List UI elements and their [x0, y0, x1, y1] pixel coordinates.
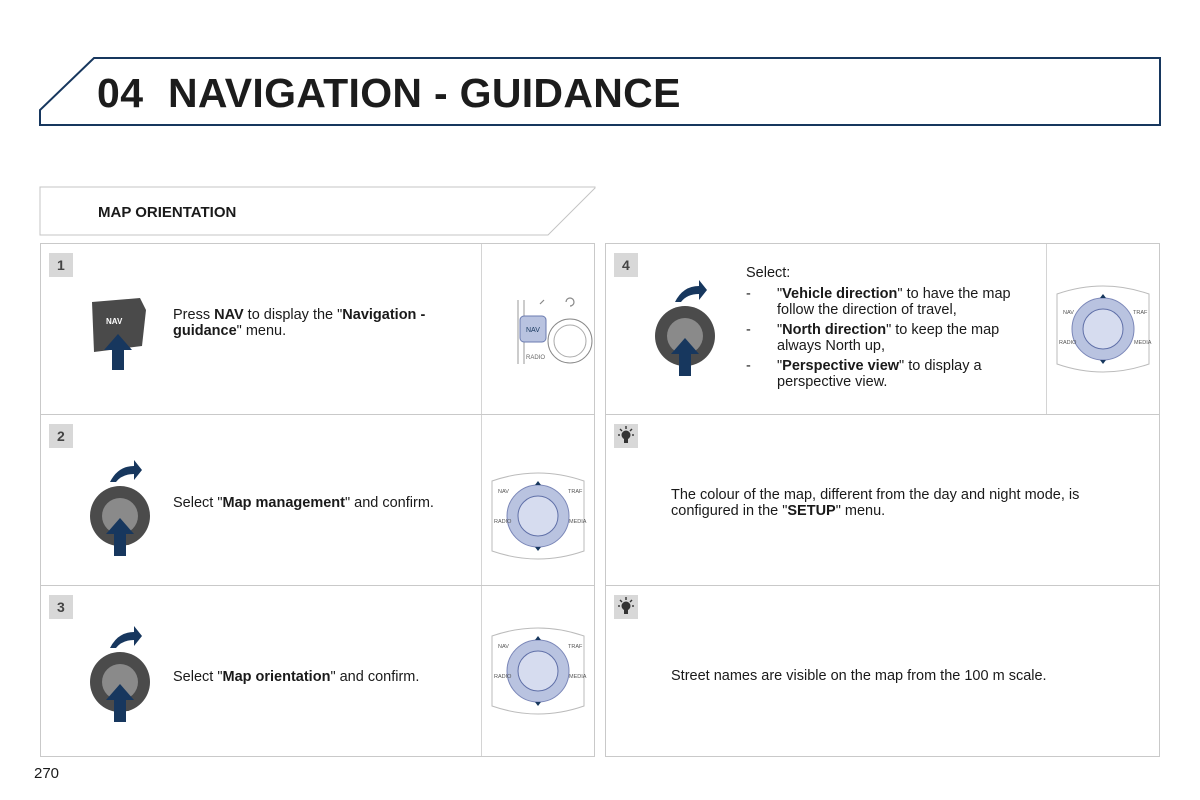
svg-text:2: 2	[57, 428, 65, 444]
knob-press-icon	[84, 626, 160, 724]
section-heading-frame	[0, 180, 600, 240]
svg-text:TRAF: TRAF	[568, 644, 583, 650]
svg-text:3: 3	[57, 599, 65, 615]
step-3-illustration	[481, 586, 595, 756]
option-perspective-view: - "Perspective view" to display a perspective view.	[746, 358, 982, 390]
step-4-badge	[611, 250, 641, 280]
step-3-text: Select "Map orientation" and confirm.	[173, 669, 420, 685]
dial-controller-icon	[1047, 244, 1161, 414]
radio-key-label: RADIO	[526, 355, 546, 361]
svg-text:RADIO: RADIO	[1059, 340, 1077, 346]
tip-1-text: The colour of the map, different from the day and night mode, is configured in the "SETUP" menu.	[671, 487, 1080, 519]
step-1-illustration	[481, 244, 595, 414]
step-3-badge	[46, 592, 76, 622]
option-north-direction: - "North direction" to keep the map always North up,	[746, 322, 1000, 354]
svg-text:1: 1	[57, 257, 65, 273]
chapter-number: 04	[97, 70, 144, 116]
step-1-text: Press NAV to display the "Navigation - guidance" menu.	[173, 307, 426, 339]
svg-text:MEDIA: MEDIA	[569, 519, 587, 525]
nav-key-label: NAV	[526, 327, 540, 334]
dial-controller-icon	[482, 415, 596, 585]
svg-text:RADIO: RADIO	[494, 674, 512, 680]
chapter-title: NAVIGATION - GUIDANCE	[168, 70, 681, 116]
tip-icon	[611, 592, 641, 622]
svg-text:TRAF: TRAF	[1133, 310, 1148, 316]
step-1-badge	[46, 250, 76, 280]
knob-press-icon	[84, 460, 160, 558]
section-title: MAP ORIENTATION	[98, 204, 237, 221]
tip-icon	[611, 421, 641, 451]
dial-controller-icon	[482, 586, 596, 756]
option-vehicle-direction: - "Vehicle direction" to have the map follow the direction of travel,	[746, 286, 1011, 318]
svg-text:RADIO: RADIO	[494, 519, 512, 525]
step-2-illustration	[481, 415, 595, 585]
knob-press-icon	[649, 280, 725, 378]
tip-2-text: Street names are visible on the map from the 100 m scale.	[671, 668, 1047, 684]
svg-text:TRAF: TRAF	[568, 489, 583, 495]
svg-text:MEDIA: MEDIA	[1134, 340, 1152, 346]
step-2-badge	[46, 421, 76, 451]
nav-button-press-icon	[80, 290, 160, 372]
svg-text:NAV: NAV	[1063, 310, 1074, 316]
nav-key-label: NAV	[106, 317, 123, 326]
nav-panel-icon	[482, 244, 596, 414]
orientation-options-list	[746, 286, 1041, 394]
step-4-illustration	[1046, 244, 1160, 414]
step-2-text: Select "Map management" and confirm.	[173, 495, 434, 511]
page-number: 270	[34, 765, 60, 782]
svg-text:MEDIA: MEDIA	[569, 674, 587, 680]
step-4-intro: Select:	[746, 265, 791, 281]
svg-text:NAV: NAV	[498, 644, 509, 650]
svg-text:NAV: NAV	[498, 489, 509, 495]
svg-text:4: 4	[622, 257, 630, 273]
